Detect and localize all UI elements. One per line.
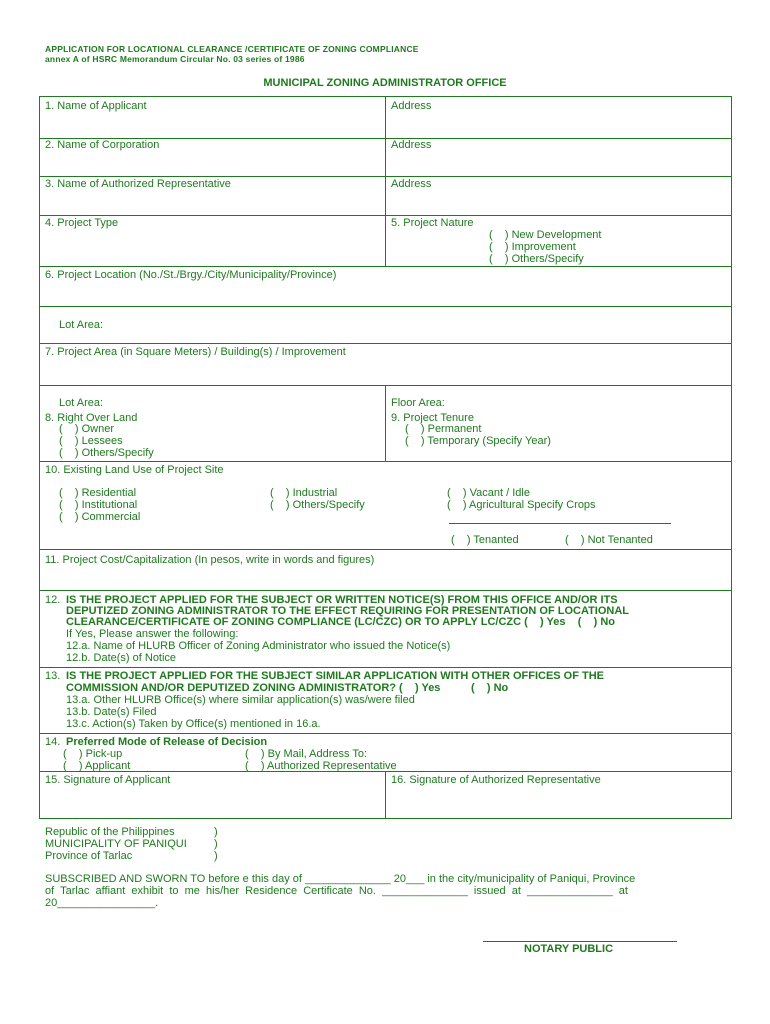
lot-area-label: Lot Area: [59, 319, 104, 331]
applicant-checkbox[interactable]: ( ) Applicant [63, 760, 131, 772]
jurat-line-2: of Tarlac affiant exhibit to me his/her Residence Certificate No. ______________ issued at ______________ at [45, 885, 628, 897]
rule [39, 306, 732, 307]
corporation-name-label: 2. Name of Corporation [45, 139, 160, 151]
crops-input-line[interactable] [449, 522, 671, 524]
authorized-rep-checkbox[interactable]: ( ) Authorized Representative [245, 760, 397, 772]
venue-province: Province of Tarlac [45, 850, 133, 862]
lot-area-label-2: Lot Area: [59, 397, 104, 409]
q12a-label: 12.a. Name of HLURB Officer of Zoning Administrator who issued the Notice(s) [66, 640, 451, 652]
rule [39, 667, 732, 668]
project-cost-label: 11. Project Cost/Capitalization (In pesos, write in words and figures) [45, 554, 375, 566]
q12-line-2: DEPUTIZED ZONING ADMINISTRATOR TO THE EFFECT REQUIRING FOR PRESENTATION OF LOCATIONAL [66, 605, 630, 617]
nature-improvement-checkbox[interactable]: ( ) Improvement [489, 241, 576, 253]
land-use-label: 10. Existing Land Use of Project Site [45, 464, 224, 476]
right-over-land-label: 8. Right Over Land [45, 412, 138, 424]
rule [39, 733, 732, 734]
project-location-label: 6. Project Location (No./St./Brgy./City/Municipality/Province) [45, 269, 337, 281]
notary-signature-line [483, 940, 677, 942]
not-tenanted-checkbox[interactable]: ( ) Not Tenanted [565, 534, 653, 546]
q14-number: 14. [45, 736, 61, 748]
industrial-checkbox[interactable]: ( ) Industrial [270, 487, 338, 499]
representative-name-label: 3. Name of Authorized Representative [45, 178, 231, 190]
project-nature-label: 5. Project Nature [391, 217, 474, 229]
venue-republic: Republic of the Philippines [45, 826, 175, 838]
q13-number: 13. [45, 670, 61, 682]
left-border [39, 96, 40, 819]
pickup-checkbox[interactable]: ( ) Pick-up [63, 748, 123, 760]
rule [39, 461, 732, 462]
institutional-checkbox[interactable]: ( ) Institutional [59, 499, 138, 511]
tenure-permanent-checkbox[interactable]: ( ) Permanent [405, 423, 482, 435]
floor-area-label: Floor Area: [391, 397, 445, 409]
representative-address-label: Address [391, 178, 432, 190]
project-type-label: 4. Project Type [45, 217, 119, 229]
others-specify-checkbox[interactable]: ( ) Others/Specify [59, 447, 154, 459]
applicant-address-label: Address [391, 100, 432, 112]
jurat-line-3: 20________________. [45, 897, 159, 909]
q13c-label: 13.c. Action(s) Taken by Office(s) mentioned in 16.a. [66, 718, 321, 730]
form-subtitle: annex A of HSRC Memorandum Circular No. 03 series of 1986 [45, 54, 305, 64]
residential-checkbox[interactable]: ( ) Residential [59, 487, 137, 499]
q13-line-1: IS THE PROJECT APPLIED FOR THE SUBJECT SIMILAR APPLICATION WITH OTHER OFFICES OF THE [66, 670, 605, 682]
others-specify-land-checkbox[interactable]: ( ) Others/Specify [270, 499, 365, 511]
q13b-label: 13.b. Date(s) Filed [66, 706, 157, 718]
q12-line-3: CLEARANCE/CERTIFICATE OF ZONING COMPLIANCE (LC/CZC) OR TO APPLY LC/CZC ( ) Yes ( ) No [66, 616, 615, 628]
release-mode-title: Preferred Mode of Release of Decision [66, 736, 268, 748]
column-divider [385, 96, 386, 266]
corporation-address-label: Address [391, 139, 432, 151]
vacant-idle-checkbox[interactable]: ( ) Vacant / Idle [447, 487, 530, 499]
q12-number: 12. [45, 594, 61, 606]
q12-if-yes: If Yes, Please answer the following: [66, 628, 239, 640]
applicant-signature-label: 15. Signature of Applicant [45, 774, 171, 786]
notary-public-label: NOTARY PUBLIC [524, 943, 614, 955]
form-title: APPLICATION FOR LOCATIONAL CLEARANCE /CERTIFICATE OF ZONING COMPLIANCE [45, 44, 419, 54]
column-divider [385, 771, 386, 818]
representative-signature-label: 16. Signature of Authorized Representative [391, 774, 601, 786]
applicant-name-label: 1. Name of Applicant [45, 100, 147, 112]
venue-municipality: MUNICIPALITY OF PANIQUI [45, 838, 187, 850]
jurat-line-1: SUBSCRIBED AND SWORN TO before e this day of ______________ 20___ in the city/municipality of Paniqui, Province [45, 873, 636, 885]
lessees-checkbox[interactable]: ( ) Lessees [59, 435, 123, 447]
venue-paren: ) [214, 826, 218, 838]
rule [39, 549, 732, 550]
rule [39, 343, 732, 344]
rule [39, 818, 732, 819]
q13-line-2: COMMISSION AND/OR DEPUTIZED ZONING ADMINISTRATOR? ( ) Yes ( ) No [66, 682, 509, 694]
commercial-checkbox[interactable]: ( ) Commercial [59, 511, 141, 523]
rule [39, 266, 732, 267]
project-area-label: 7. Project Area (in Square Meters) / Building(s) / Improvement [45, 346, 346, 358]
owner-checkbox[interactable]: ( ) Owner [59, 423, 115, 435]
column-divider [385, 385, 386, 461]
project-tenure-label: 9. Project Tenure [391, 412, 474, 424]
agricultural-checkbox[interactable]: ( ) Agricultural Specify Crops [447, 499, 596, 511]
office-title: MUNICIPAL ZONING ADMINISTRATOR OFFICE [263, 77, 507, 89]
venue-paren: ) [214, 850, 218, 862]
nature-new-development-checkbox[interactable]: ( ) New Development [489, 229, 602, 241]
by-mail-checkbox[interactable]: ( ) By Mail, Address To: [245, 748, 368, 760]
tenanted-checkbox[interactable]: ( ) Tenanted [451, 534, 519, 546]
tenure-temporary-checkbox[interactable]: ( ) Temporary (Specify Year) [405, 435, 551, 447]
nature-others-checkbox[interactable]: ( ) Others/Specify [489, 253, 584, 265]
venue-paren: ) [214, 838, 218, 850]
q12-line-1: IS THE PROJECT APPLIED FOR THE SUBJECT OR WRITTEN NOTICE(S) FROM THIS OFFICE AND/OR ITS [66, 594, 618, 606]
q13a-label: 13.a. Other HLURB Office(s) where similar application(s) was/were filed [66, 694, 415, 706]
q12b-label: 12.b. Date(s) of Notice [66, 652, 177, 664]
right-border [731, 96, 732, 819]
rule [39, 590, 732, 591]
